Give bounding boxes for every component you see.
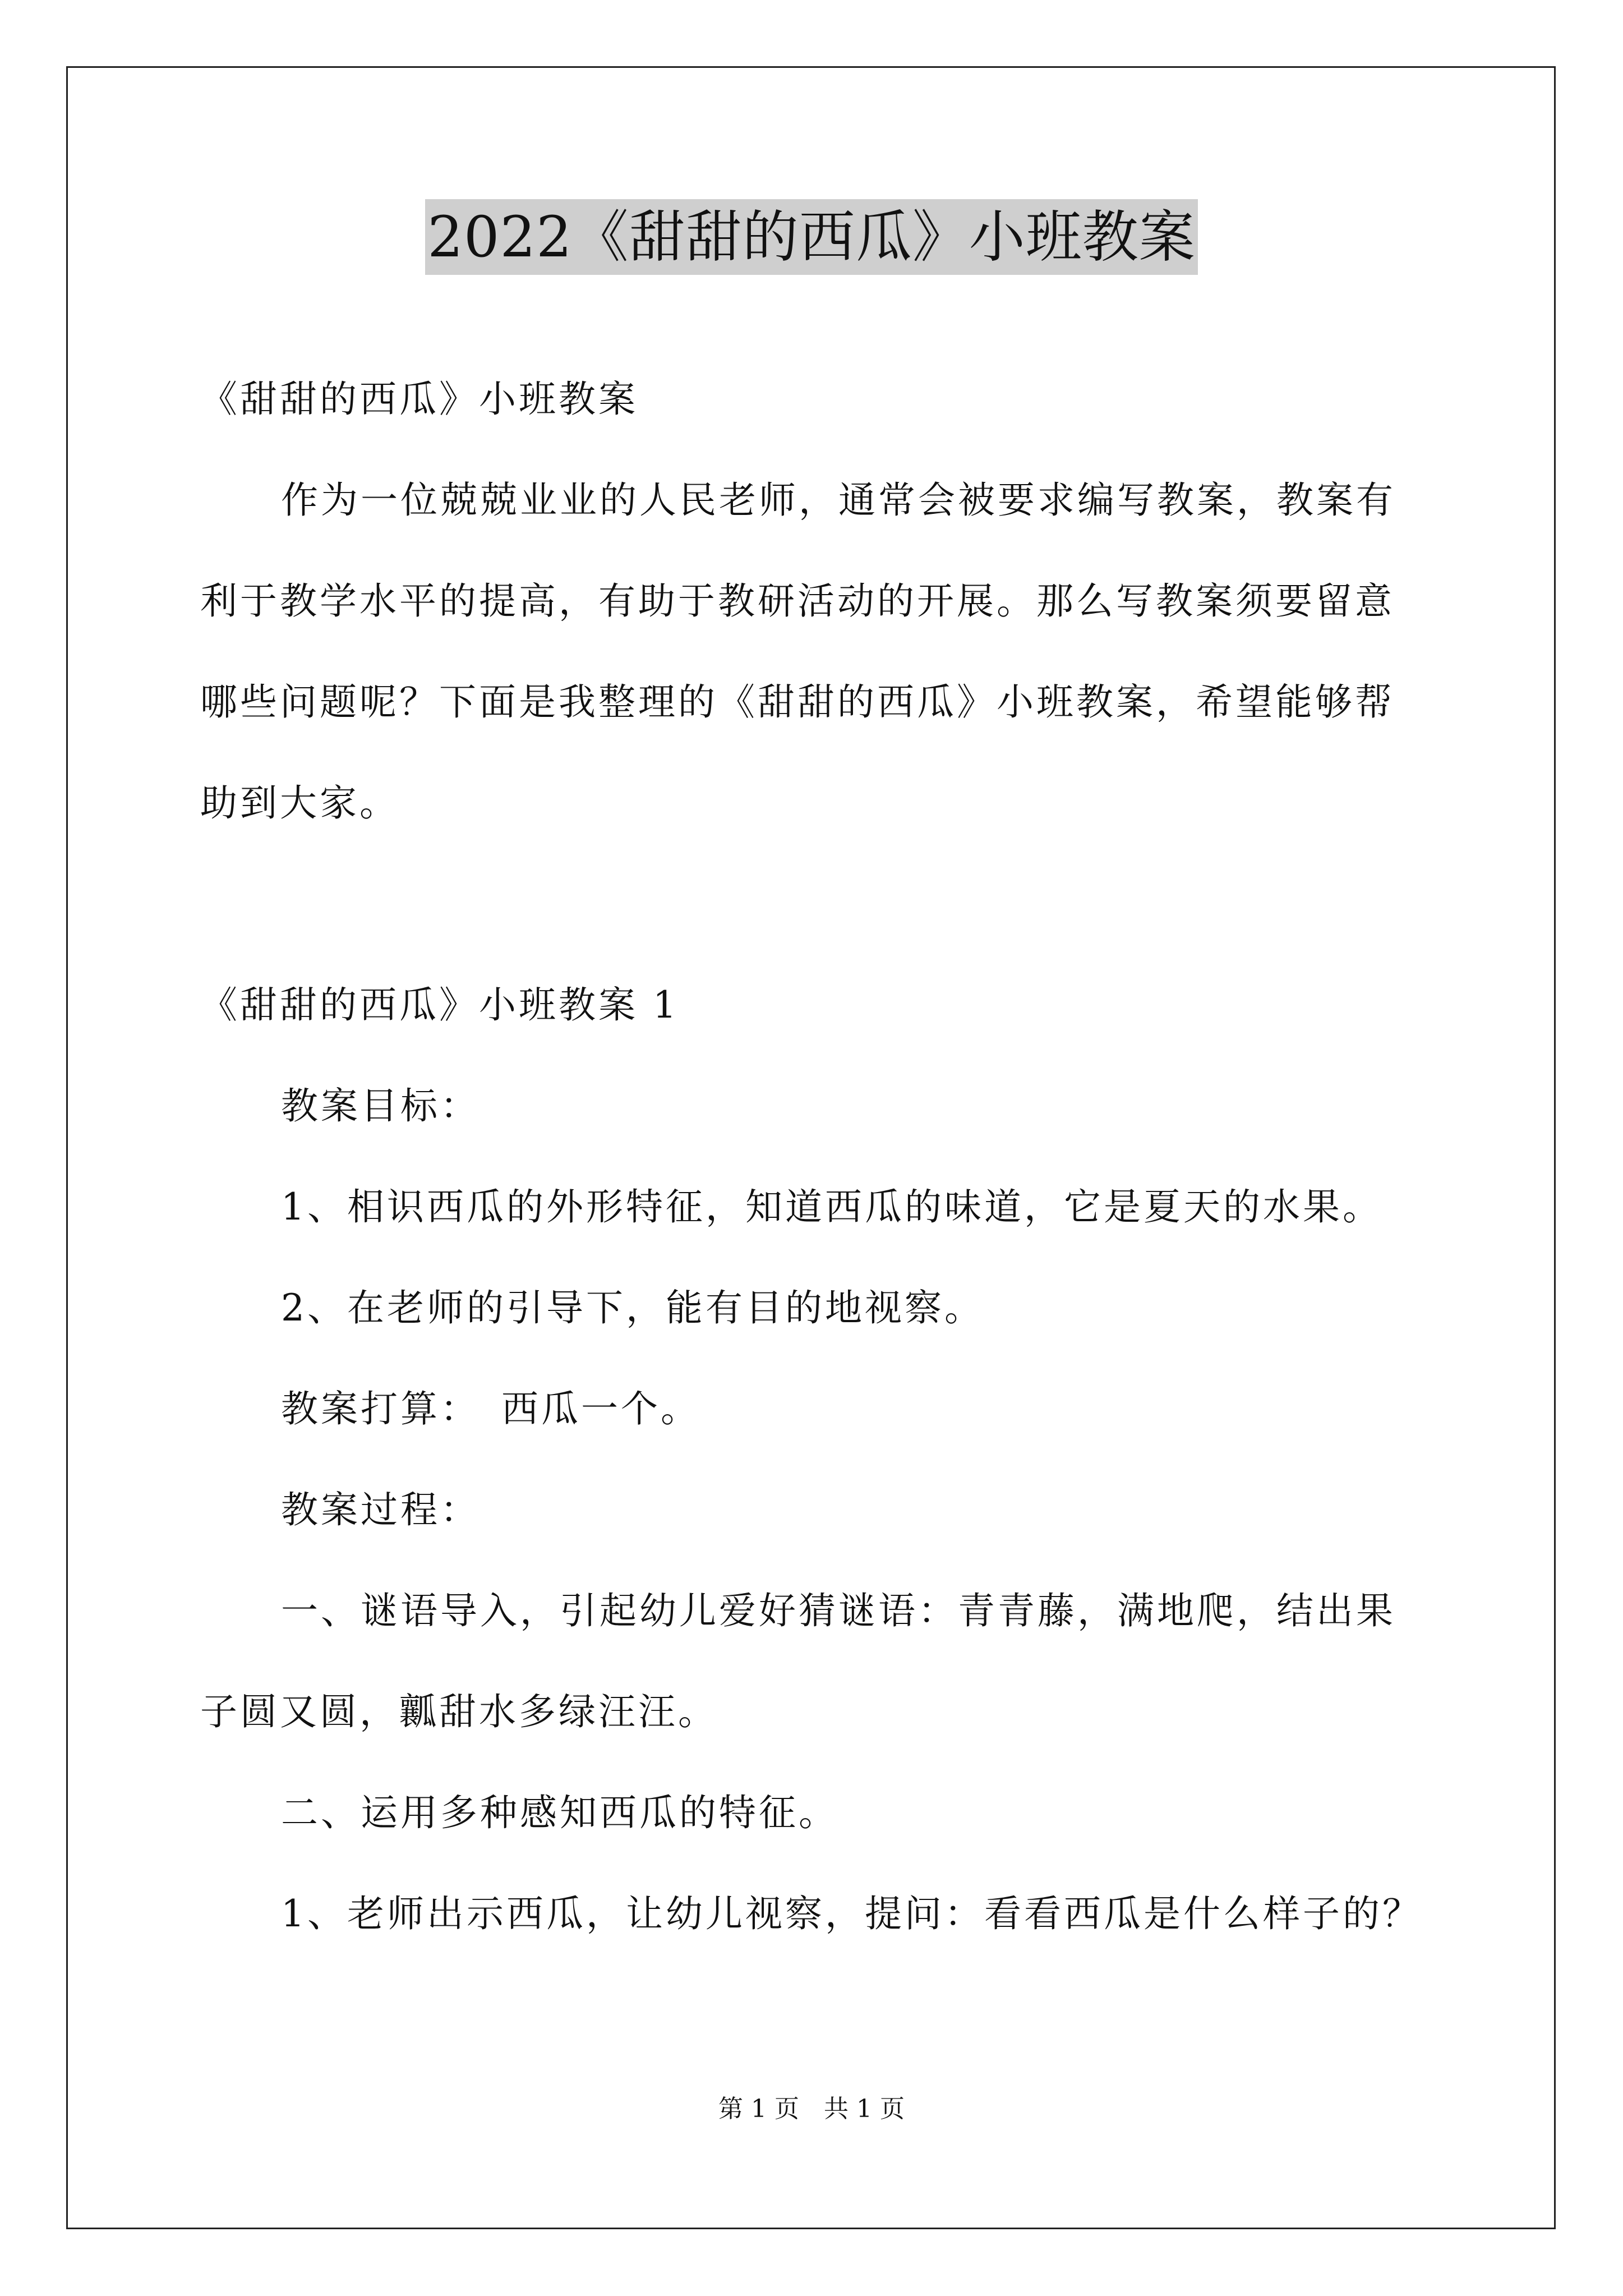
body-line: 教案过程： — [281, 1488, 480, 1531]
subtitle: 《甜甜的西瓜》小班教案 — [200, 378, 638, 421]
body-line: 子圆又圆，瓤甜水多绿汪汪。 — [200, 1690, 718, 1733]
spacer — [200, 854, 1434, 955]
intro-line: 助到大家。 — [200, 781, 399, 825]
document-body — [200, 349, 1434, 1964]
intro-line: 哪些问题呢？下面是我整理的《甜甜的西瓜》小班教案，希望能够帮 — [200, 680, 1395, 724]
intro-line: 作为一位兢兢业业的人民老师，通常会被要求编写教案，教案有 — [281, 478, 1396, 522]
page-footer: 第 1 页 共 1 页 — [718, 2095, 905, 2123]
body-line: 教案打算： 西瓜一个。 — [281, 1387, 700, 1430]
section-title: 《甜甜的西瓜》小班教案 1 — [200, 983, 679, 1027]
intro-line: 利于教学水平的提高，有助于教研活动的开展。那么写教案须要留意 — [200, 579, 1395, 623]
body-line: 二、运用多种感知西瓜的特征。 — [281, 1791, 838, 1834]
body-line: 1、相识西瓜的外形特征，知道西瓜的味道，它是夏天的水果。 — [281, 1185, 1382, 1228]
body-line: 一、谜语导入，引起幼儿爱好猜谜语：青青藤，满地爬，结出果 — [281, 1589, 1396, 1632]
body-line: 1、老师出示西瓜，让幼儿视察，提问：看看西瓜是什么样子的？ — [281, 1892, 1422, 1935]
body-line: 教案目标： — [281, 1084, 480, 1128]
body-line: 2、在老师的引导下，能有目的地视察。 — [281, 1286, 984, 1329]
title-container — [0, 199, 1623, 275]
document-title: 2022《甜甜的西瓜》小班教案 — [425, 199, 1198, 275]
